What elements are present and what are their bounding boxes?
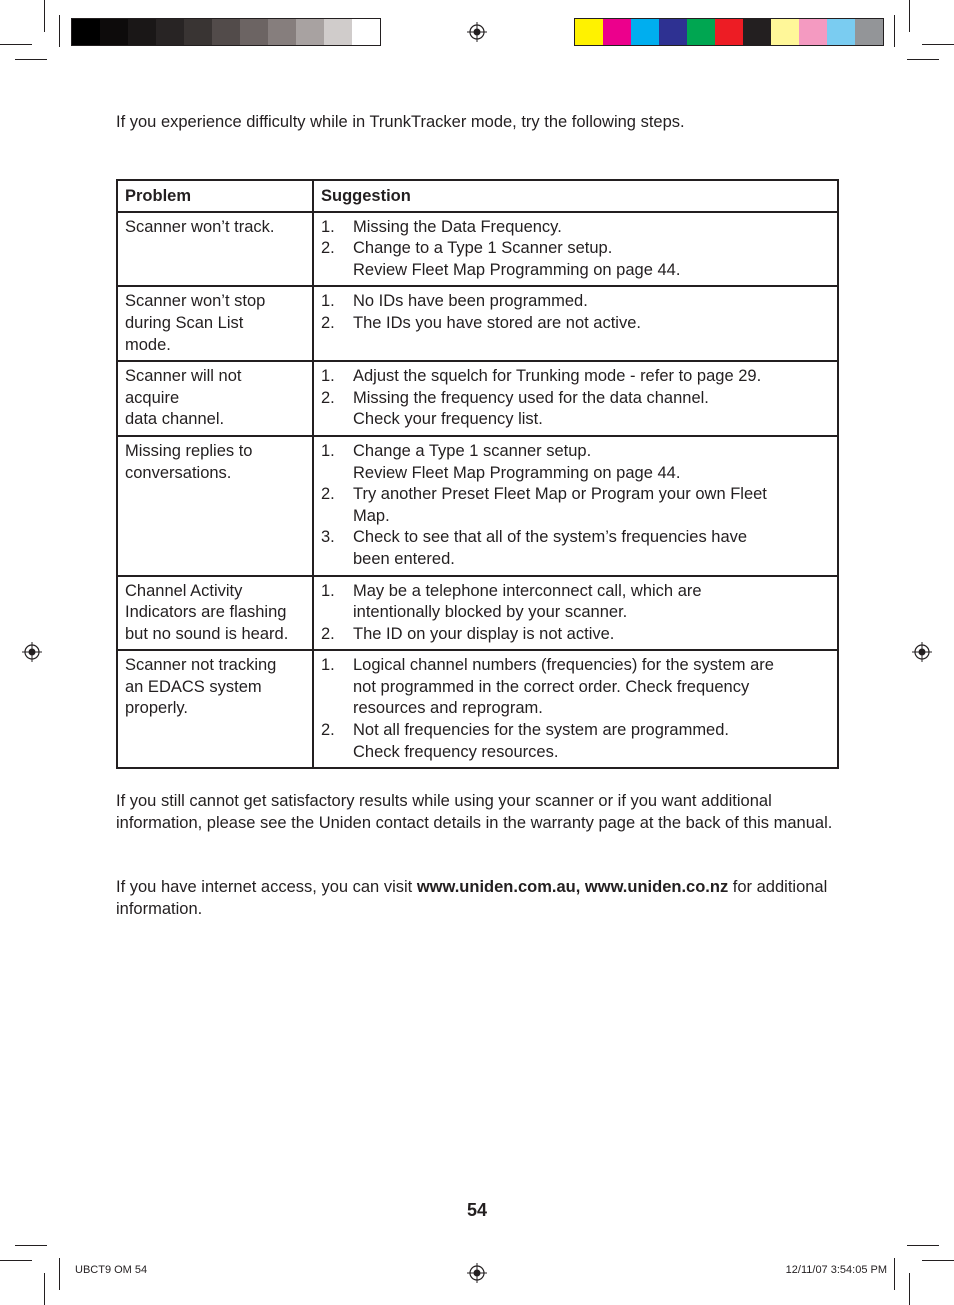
suggestion-number: 1. [321, 656, 335, 675]
table-row [117, 286, 838, 361]
support-paragraph: If you still cannot get satisfactory results while using your scanner or if you want additional information, please see the Uniden contact details in the warranty page at the back of this manual. [116, 792, 833, 832]
problem-line: Scanner won’t track. [125, 217, 275, 236]
suggestion-text [353, 388, 830, 431]
suggestion-item [321, 720, 830, 763]
crop-mark [0, 1260, 32, 1261]
troubleshooting-table [116, 179, 839, 769]
color-swatch [212, 19, 240, 45]
suggestion-line: The ID on your display is not active. [353, 624, 615, 643]
suggestion-text [353, 581, 830, 624]
color-swatch [855, 19, 883, 45]
suggestion-text [353, 655, 830, 720]
suggestion-number: 1. [321, 367, 335, 386]
problem-line: Indicators are flashing [125, 603, 287, 622]
problem-line: Channel Activity [125, 581, 243, 600]
crop-mark [909, 1273, 910, 1305]
problem-line: Scanner will not [125, 367, 242, 386]
suggestion-number: 2. [321, 485, 335, 504]
color-swatch [128, 19, 156, 45]
suggestion-line: May be a telephone interconnect call, which are [353, 581, 702, 600]
suggestion-line: Review Fleet Map Programming on page 44. [353, 463, 681, 482]
suggestion-item [321, 527, 830, 570]
website-links: www.uniden.com.au, www.uniden.co.nz [416, 878, 729, 896]
problem-line: during Scan List [125, 313, 244, 332]
problem-cell [117, 361, 313, 436]
color-swatch [575, 19, 603, 45]
suggestion-line: intentionally blocked by your scanner. [353, 603, 628, 622]
problem-line: acquire [125, 388, 180, 407]
problem-line: but no sound is heard. [125, 624, 289, 643]
slug-left: UBCT9 OM 54 [75, 1264, 148, 1276]
suggestion-cell [313, 212, 838, 287]
header-problem: Problem [117, 180, 313, 212]
suggestion-line: Check to see that all of the system’s frequencies have [353, 528, 748, 547]
color-swatch [324, 19, 352, 45]
process-color-bar [574, 18, 884, 46]
internet-text-before: If you have internet access, you can visit [116, 878, 417, 896]
table-row [117, 212, 838, 287]
suggestion-line: been entered. [353, 549, 455, 568]
problem-cell [117, 650, 313, 768]
suggestion-number: 1. [321, 217, 335, 236]
problem-line: an EDACS system [125, 677, 262, 696]
suggestion-line: Logical channel numbers (frequencies) for the system are [353, 656, 774, 675]
color-swatch [743, 19, 771, 45]
suggestion-line: Check your frequency list. [353, 410, 543, 429]
registration-mark-icon [912, 642, 932, 662]
color-swatch [296, 19, 324, 45]
suggestion-item [321, 484, 830, 527]
crop-mark [44, 1273, 45, 1305]
suggestion-text [353, 238, 830, 281]
problem-cell [117, 436, 313, 576]
crop-mark [0, 44, 32, 45]
registration-mark-icon [22, 642, 42, 662]
suggestion-item [321, 388, 830, 431]
slug-right: 12/11/07 3:54:05 PM [785, 1264, 887, 1276]
suggestion-line: Try another Preset Fleet Map or Program your own Fleet [353, 485, 767, 504]
suggestion-item [321, 366, 830, 388]
internet-paragraph [116, 877, 846, 920]
suggestion-text [353, 291, 830, 313]
suggestion-text [353, 720, 830, 763]
suggestion-text [353, 484, 830, 527]
color-swatch [659, 19, 687, 45]
grayscale-color-bar [71, 18, 381, 46]
color-swatch [799, 19, 827, 45]
suggestion-line: not programmed in the correct order. Check frequency [353, 677, 750, 696]
suggestion-text [353, 624, 830, 646]
suggestion-number: 2. [321, 239, 335, 258]
suggestion-text [353, 217, 830, 239]
suggestion-number: 2. [321, 624, 335, 643]
table-row [117, 361, 838, 436]
suggestion-line: Change a Type 1 scanner setup. [353, 441, 592, 460]
suggestion-cell [313, 436, 838, 576]
color-swatch [687, 19, 715, 45]
suggestion-number: 1. [321, 292, 335, 311]
suggestion-item [321, 581, 830, 624]
suggestion-line: No IDs have been programmed. [353, 292, 588, 311]
table-row [117, 436, 838, 576]
crop-mark [922, 44, 954, 45]
crop-mark [15, 59, 47, 60]
internet-text-after: for additional information. [116, 878, 828, 918]
suggestion-text [353, 313, 830, 335]
problem-line: Scanner not tracking [125, 656, 277, 675]
suggestion-number: 2. [321, 313, 335, 332]
problem-cell [117, 286, 313, 361]
crop-mark [44, 0, 45, 32]
color-swatch [240, 19, 268, 45]
suggestion-number: 2. [321, 721, 335, 740]
table-header-row [117, 180, 838, 212]
suggestion-number: 1. [321, 581, 335, 600]
problem-line: Missing replies to [125, 441, 253, 460]
header-suggestion: Suggestion [313, 180, 838, 212]
color-swatch [184, 19, 212, 45]
suggestion-text [353, 366, 830, 388]
color-swatch [268, 19, 296, 45]
problem-line: conversations. [125, 463, 232, 482]
suggestion-line: Missing the frequency used for the data channel. [353, 388, 709, 407]
crop-mark [59, 1258, 60, 1290]
suggestion-number: 1. [321, 441, 335, 460]
problem-line: Scanner won’t stop [125, 292, 266, 311]
suggestion-line: Check frequency resources. [353, 742, 559, 761]
suggestion-item [321, 313, 830, 335]
color-swatch [72, 19, 100, 45]
suggestion-line: Review Fleet Map Programming on page 44. [353, 260, 681, 279]
suggestion-item [321, 238, 830, 281]
suggestion-cell [313, 650, 838, 768]
suggestion-item [321, 291, 830, 313]
crop-mark [894, 1258, 895, 1290]
problem-cell [117, 576, 313, 651]
registration-mark-icon [467, 1263, 487, 1283]
registration-mark-icon [467, 22, 487, 42]
table-row [117, 650, 838, 768]
color-swatch [827, 19, 855, 45]
table-row [117, 576, 838, 651]
suggestion-line: The IDs you have stored are not active. [353, 313, 641, 332]
crop-mark [59, 15, 60, 47]
suggestion-text [353, 441, 830, 484]
crop-mark [894, 15, 895, 47]
crop-mark [907, 59, 939, 60]
suggestion-cell [313, 286, 838, 361]
color-swatch [100, 19, 128, 45]
crop-mark [909, 0, 910, 32]
crop-mark [15, 1245, 47, 1246]
suggestion-cell [313, 576, 838, 651]
suggestion-line: Map. [353, 506, 390, 525]
problem-line: data channel. [125, 410, 225, 429]
suggestion-text [353, 527, 830, 570]
suggestion-item [321, 624, 830, 646]
color-swatch [631, 19, 659, 45]
suggestion-number: 2. [321, 388, 335, 407]
suggestion-cell [313, 361, 838, 436]
suggestion-item [321, 217, 830, 239]
suggestion-number: 3. [321, 528, 335, 547]
suggestion-line: Adjust the squelch for Trunking mode - refer to page 29. [353, 367, 762, 386]
problem-cell [117, 212, 313, 287]
page-number: 54 [466, 1200, 488, 1220]
crop-mark [907, 1245, 939, 1246]
crop-mark [922, 1260, 954, 1261]
suggestion-item [321, 441, 830, 484]
problem-line: properly. [125, 699, 188, 718]
suggestion-line: resources and reprogram. [353, 699, 543, 718]
color-swatch [715, 19, 743, 45]
suggestion-line: Missing the Data Frequency. [353, 217, 562, 236]
color-swatch [156, 19, 184, 45]
problem-line: mode. [125, 335, 171, 354]
color-swatch [603, 19, 631, 45]
color-swatch [352, 19, 380, 45]
suggestion-line: Not all frequencies for the system are programmed. [353, 721, 729, 740]
suggestion-line: Change to a Type 1 Scanner setup. [353, 239, 613, 258]
intro-text: If you experience difficulty while in TrunkTracker mode, try the following steps. [116, 113, 685, 131]
color-swatch [771, 19, 799, 45]
suggestion-item [321, 655, 830, 720]
